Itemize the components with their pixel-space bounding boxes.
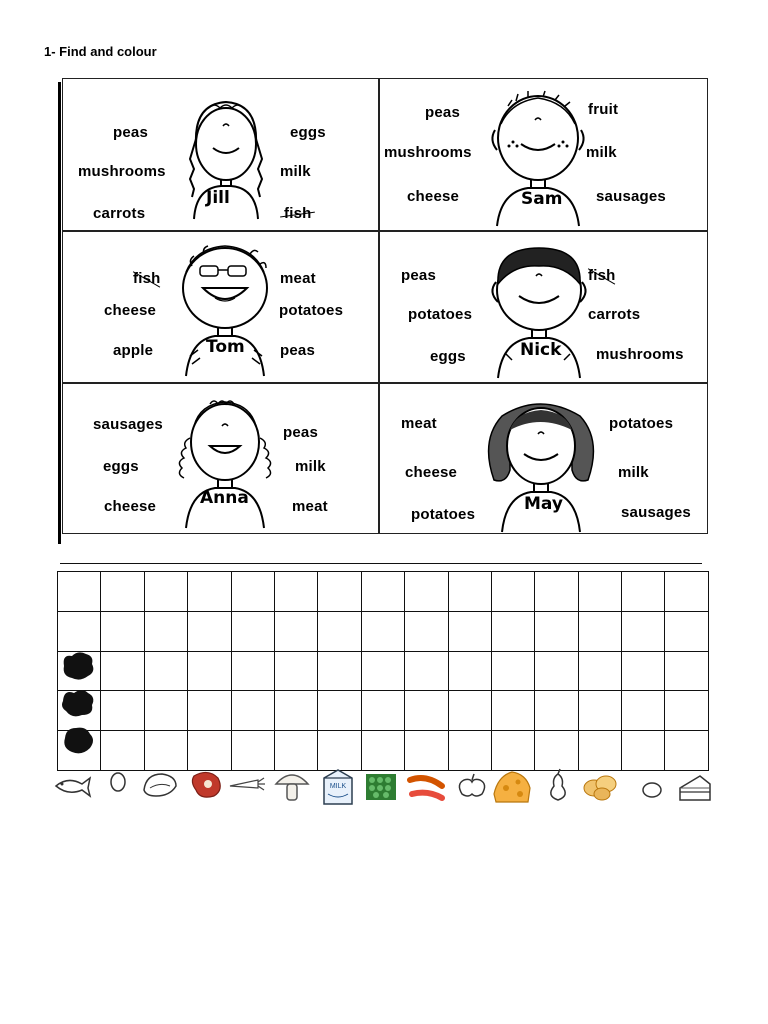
grid-cell[interactable] (144, 611, 187, 651)
grid-cell[interactable] (665, 572, 709, 612)
grid-cell[interactable] (665, 651, 709, 691)
food-word: eggs (103, 458, 139, 475)
food-word-crossed: fish (284, 205, 312, 222)
grid-cell[interactable] (622, 731, 665, 771)
grid-cell[interactable] (274, 611, 317, 651)
grid-cell[interactable] (274, 572, 317, 612)
food-word: eggs (290, 124, 326, 141)
food-word: carrots (588, 306, 641, 323)
kid-sam-drawing (483, 86, 593, 231)
grid-cell[interactable] (665, 731, 709, 771)
grid-cell[interactable] (448, 572, 491, 612)
shirt-name-jill: Jill (206, 188, 230, 208)
grid-cell[interactable] (535, 691, 578, 731)
grid-row (58, 611, 709, 651)
grid-cell[interactable] (448, 731, 491, 771)
food-word: fruit (588, 101, 619, 118)
grid-cell[interactable] (448, 651, 491, 691)
grid-cell[interactable] (405, 611, 448, 651)
food-word: mushrooms (384, 144, 472, 161)
grid-cell[interactable] (101, 651, 144, 691)
grid-top-line (60, 563, 702, 564)
food-icon-row (50, 766, 710, 810)
food-word: carrots (93, 205, 146, 222)
grid-cell[interactable] (665, 691, 709, 731)
food-word: cheese (407, 188, 460, 205)
food-word: cheese (405, 464, 458, 481)
food-word: milk (295, 458, 326, 475)
food-word: cheese (104, 302, 157, 319)
grid-cell[interactable] (101, 572, 144, 612)
grid-cell[interactable] (231, 651, 274, 691)
shirt-name-nick: Nick (520, 340, 562, 360)
kid-may-drawing (476, 400, 606, 537)
children-panels (58, 78, 706, 544)
food-word: peas (113, 124, 148, 141)
grid-cell[interactable] (361, 691, 404, 731)
grid-cell[interactable] (274, 691, 317, 731)
grid-cell[interactable] (318, 691, 361, 731)
food-word: potatoes (408, 306, 473, 323)
grid-cell[interactable] (361, 651, 404, 691)
grid-cell[interactable] (578, 731, 621, 771)
shirt-name-tom: Tom (206, 337, 245, 357)
food-word: meat (280, 270, 316, 287)
grid-cell[interactable] (188, 572, 231, 612)
grid-row (58, 731, 709, 771)
grid-cell[interactable] (188, 611, 231, 651)
food-word: cheese (104, 498, 157, 515)
grid-cell[interactable] (361, 611, 404, 651)
food-word: milk (280, 163, 311, 180)
grid-row (58, 691, 709, 731)
scribble-blob (60, 687, 96, 719)
grid-table (57, 571, 709, 771)
grid-cell[interactable] (318, 651, 361, 691)
grid-cell[interactable] (491, 572, 534, 612)
instruction: 1- Find and colour (44, 44, 157, 59)
lemon-icon (632, 766, 672, 806)
milk-label: MILK (329, 783, 347, 790)
chicken-icon (140, 766, 180, 806)
grid-cell[interactable] (101, 611, 144, 651)
grid-cell[interactable] (361, 731, 404, 771)
food-word: potatoes (411, 506, 476, 523)
grid-cell[interactable] (188, 691, 231, 731)
shirt-name-may: May (524, 494, 563, 514)
kid-tom-drawing (170, 244, 280, 381)
grid-cell[interactable] (58, 572, 101, 612)
grid-cell[interactable] (535, 611, 578, 651)
food-word: sausages (93, 416, 163, 433)
food-word: potatoes (609, 415, 674, 432)
food-word: apple (113, 342, 154, 359)
food-word: peas (280, 342, 315, 359)
grid-cell[interactable] (578, 691, 621, 731)
grid-cell[interactable] (274, 731, 317, 771)
food-word: potatoes (279, 302, 344, 319)
grid-cell[interactable] (144, 651, 187, 691)
grid-cell[interactable] (231, 572, 274, 612)
grid-cell[interactable] (622, 572, 665, 612)
kid-anna-drawing (170, 398, 280, 533)
grid-cell[interactable] (144, 691, 187, 731)
shirt-name-sam: Sam (521, 189, 563, 209)
grid-cell[interactable] (101, 731, 144, 771)
food-word-crossed: fish (588, 267, 616, 284)
food-word-crossed: fish (133, 270, 161, 287)
grid-cell[interactable] (188, 651, 231, 691)
sausages-icon (406, 766, 446, 806)
egg-icon (100, 766, 140, 806)
pear-icon (538, 766, 578, 806)
food-word: peas (283, 424, 318, 441)
grid-cell[interactable] (448, 691, 491, 731)
kid-nick-drawing (484, 246, 594, 383)
food-word: eggs (430, 348, 466, 365)
grid-cell[interactable] (405, 731, 448, 771)
food-word: sausages (621, 504, 691, 521)
grid-row (58, 651, 709, 691)
cake-icon (674, 766, 714, 806)
grid-cell[interactable] (491, 691, 534, 731)
grid-cell[interactable] (318, 731, 361, 771)
grid-cell[interactable] (144, 731, 187, 771)
grid-cell[interactable] (231, 731, 274, 771)
food-word: mushrooms (78, 163, 166, 180)
cheese-icon (492, 766, 532, 806)
food-word: milk (618, 464, 649, 481)
grid-cell[interactable] (101, 691, 144, 731)
grid-cell[interactable] (58, 611, 101, 651)
scribble-blob (60, 724, 96, 756)
food-word: sausages (596, 188, 666, 205)
grid-cell[interactable] (188, 731, 231, 771)
grid-cell[interactable] (405, 651, 448, 691)
grid-row (58, 572, 709, 612)
food-word: milk (586, 144, 617, 161)
grid-cell[interactable] (491, 731, 534, 771)
kid-jill-drawing (176, 94, 276, 229)
grid-cell[interactable] (665, 611, 709, 651)
peas-icon (362, 766, 402, 806)
grid-cell[interactable] (448, 611, 491, 651)
grid-cell[interactable] (578, 651, 621, 691)
grid-cell[interactable] (491, 611, 534, 651)
grid-cell[interactable] (578, 611, 621, 651)
grid-cell[interactable] (622, 651, 665, 691)
grid-cell[interactable] (535, 651, 578, 691)
grid-cell[interactable] (535, 572, 578, 612)
food-word: meat (292, 498, 328, 515)
grid-cell[interactable] (622, 611, 665, 651)
meat-icon (188, 766, 228, 806)
food-word: meat (401, 415, 437, 432)
carrot-icon (228, 766, 268, 806)
grid-cell[interactable] (622, 691, 665, 731)
milk-carton-icon (318, 766, 358, 806)
food-word: peas (425, 104, 460, 121)
food-word: mushrooms (596, 346, 684, 363)
grid-cell[interactable] (318, 611, 361, 651)
scribble-blob (60, 650, 96, 682)
grid-cell[interactable] (535, 731, 578, 771)
potatoes-icon (580, 766, 620, 806)
grid-cell[interactable] (578, 572, 621, 612)
colour-grid (57, 571, 709, 771)
grid-cell[interactable] (144, 572, 187, 612)
grid-cell[interactable] (274, 651, 317, 691)
grid-cell[interactable] (361, 572, 404, 612)
grid-cell[interactable] (405, 572, 448, 612)
grid-cell[interactable] (491, 651, 534, 691)
mushroom-icon (272, 766, 312, 806)
grid-cell[interactable] (405, 691, 448, 731)
grid-cell[interactable] (231, 611, 274, 651)
fish-icon (52, 766, 92, 806)
grid-cell[interactable] (231, 691, 274, 731)
shirt-name-anna: Anna (200, 488, 249, 508)
grid-cell[interactable] (318, 572, 361, 612)
apple-icon (452, 766, 492, 806)
food-word: peas (401, 267, 436, 284)
